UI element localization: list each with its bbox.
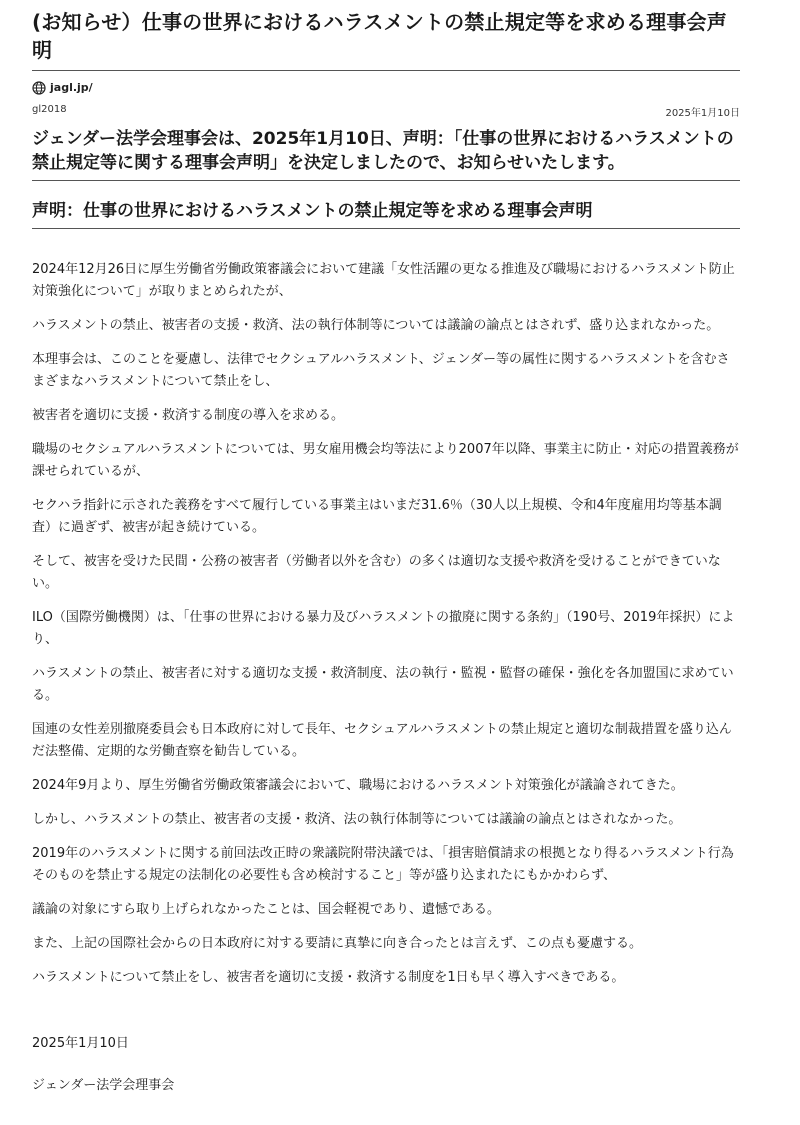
meta-row [32,104,740,118]
body-paragraph: ILO（国際労働機関）は、「仕事の世界における暴力及びハラスメントの撤廃に関する条約」（190号、2019年採択）により、 [32,610,735,647]
publish-date: 2025年1月10日 [665,108,740,119]
body-paragraph: ハラスメントについて禁止をし、被害者を適切に支援・救済する制度を1日も早く導入すべきである。 [32,970,625,985]
source-link[interactable]: jagl.jp/ [50,80,93,94]
body-paragraph: ハラスメントの禁止、被害者の支援・救済、法の執行体制等については議論の論点とはされず、盛り込まれなかった。 [32,318,720,333]
body-paragraph: しかし、ハラスメントの禁止、被害者の支援・救済、法の執行体制等については議論の論点とはされなかった。 [32,812,682,827]
body-paragraph: セクハラ指針に示された義務をすべて履行している事業主はいまだ31.6％（30人以上規模、令和4年度雇用均等基本調査）に過ぎず、被害が起き続けている。 [32,498,722,535]
body-paragraph: 被害者を適切に支援・救済する制度の導入を求める。 [32,408,345,423]
statement-body [32,259,740,989]
statement-heading: 声明：仕事の世界におけるハラスメントの禁止規定等を求める理事会声明 [32,199,740,229]
body-paragraph: 2019年のハラスメントに関する前回法改正時の衆議院附帯決議では、「損害賠償請求の根拠となり得るハラスメント行為そのものを禁止する規定の法制化の必要性も含め検討すること」等が盛り込まれたにもかかわらず、 [32,846,734,883]
body-paragraph: 2024年12月26日に厚生労働省労働政策審議会において建議「女性活躍の更なる推進及び職場におけるハラスメント防止対策強化について」が取りまとめられたが、 [32,262,735,299]
signature-date: 2025年1月10日 [32,1036,129,1051]
body-paragraph: また、上記の国際社会からの日本政府に対する要請に真摯に向き合ったとは言えず、この点も憂慮する。 [32,936,642,951]
body-paragraph: 職場のセクシュアルハラスメントについては、男女雇用機会均等法により2007年以降、事業主に防止・対応の措置義務が課せられているが、 [32,442,739,479]
signature-organization: ジェンダー法学会理事会 [32,1078,175,1093]
page-title: (お知らせ）仕事の世界におけるハラスメントの禁止規定等を求める理事会声明 [32,8,740,71]
author-label: gl2018 [32,104,67,115]
body-paragraph: 本理事会は、このことを憂慮し、法律でセクシュアルハラスメント、ジェンダー等の属性に関するハラスメントを含むさまざまなハラスメントについて禁止をし、 [32,352,730,389]
body-paragraph: 議論の対象にすら取り上げられなかったことは、国会軽視であり、遺憾である。 [32,902,501,917]
source-row [32,79,740,95]
globe-icon [32,80,46,94]
article-page [0,8,800,1125]
announcement-heading: ジェンダー法学会理事会は、2025年1月10日、声明：「仕事の世界におけるハラスメントの禁止規定等に関する理事会声明」を決定しましたので、お知らせいたします。 [32,127,740,181]
body-paragraph: ハラスメントの禁止、被害者に対する適切な支援・救済制度、法の執行・監視・監督の確保・強化を各加盟国に求めている。 [32,666,734,703]
body-paragraph: 国連の女性差別撤廃委員会も日本政府に対して長年、セクシュアルハラスメントの禁止規定と適切な制裁措置を盛り込んだ法整備、定期的な労働査察を勧告している。 [32,722,732,759]
body-paragraph: そして、被害を受けた民間・公務の被害者（労働者以外を含む）の多くは適切な支援や救済を受けることができていない。 [32,554,721,591]
body-paragraph: 2024年9月より、厚生労働省労働政策審議会において、職場におけるハラスメント対策強化が議論されてきた。 [32,778,684,793]
signature-block [32,1033,740,1097]
